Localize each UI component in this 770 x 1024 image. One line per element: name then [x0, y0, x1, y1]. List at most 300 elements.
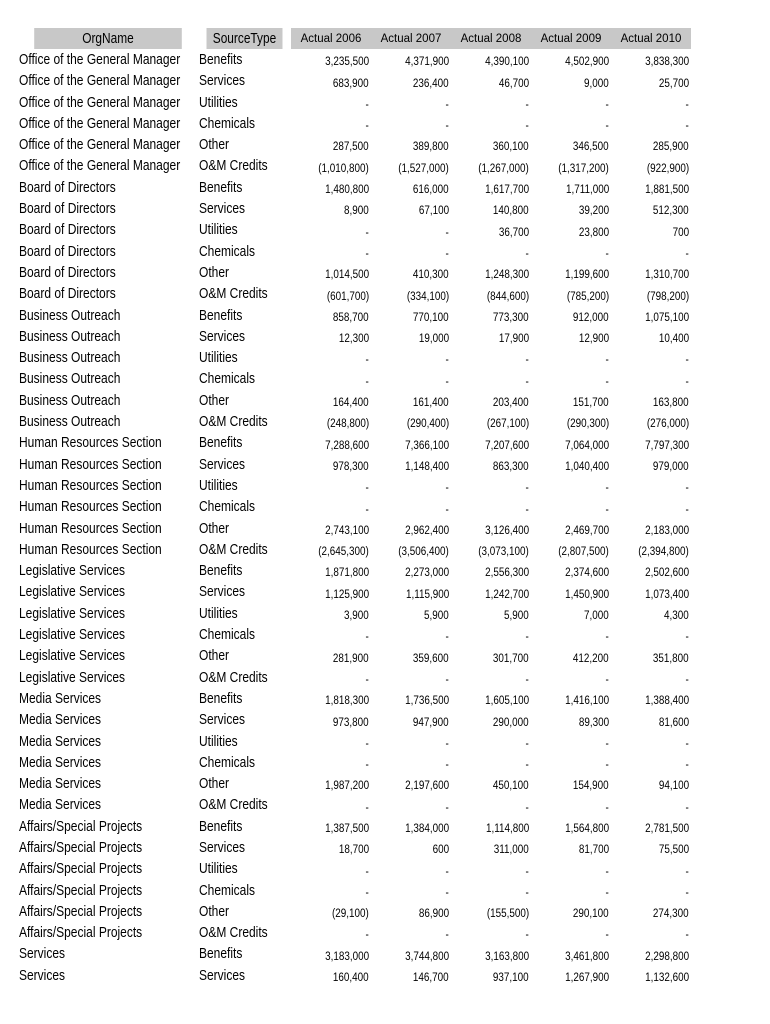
cell-value: Services: [19, 945, 66, 963]
cell-value: -: [685, 737, 689, 750]
actual-2007-cell: [371, 326, 451, 347]
org-name-cell: [18, 411, 198, 432]
cell-value: -: [685, 801, 689, 814]
cell-value: 161,400: [413, 397, 449, 410]
actual-2007-cell: [371, 773, 451, 794]
actual-2010-cell: [611, 709, 691, 730]
actual-2008-cell: [451, 475, 531, 496]
actual-2006-cell: [291, 496, 371, 517]
actual-2006-cell: [291, 943, 371, 964]
cell-value: 290,000: [493, 716, 529, 729]
actual-2008-cell: [451, 49, 531, 70]
cell-value: -: [445, 865, 449, 878]
table-row: [18, 731, 691, 752]
actual-2008-cell: [451, 837, 531, 858]
cell-value: -: [605, 865, 609, 878]
actual-2010-cell: [611, 645, 691, 666]
actual-2009-cell: [531, 177, 611, 198]
actual-2008-cell: [451, 155, 531, 176]
actual-2007-cell: [371, 539, 451, 560]
source-type-cell: [198, 581, 291, 602]
actual-2006-cell: [291, 752, 371, 773]
cell-value: Chemicals: [199, 242, 256, 260]
actual-2008-cell: [451, 134, 531, 155]
actual-2007-cell: [371, 411, 451, 432]
actual-2008-cell: [451, 773, 531, 794]
actual-2009-cell: [531, 70, 611, 91]
actual-2009-cell: [531, 241, 611, 262]
cell-value: -: [365, 673, 369, 686]
actual-2010-cell: [611, 858, 691, 879]
cell-value: 773,300: [493, 311, 529, 324]
cell-value: 1,736,500: [404, 695, 449, 708]
table-header: [18, 28, 691, 49]
cell-value: Human Resources Section: [19, 434, 162, 452]
cell-value: 160,400: [333, 972, 369, 985]
org-name-cell: [18, 368, 198, 389]
cell-value: Utilities: [199, 860, 238, 878]
cell-value: (844,600): [486, 290, 529, 303]
actual-2009-cell: [531, 837, 611, 858]
actual-2010-cell: [611, 518, 691, 539]
actual-2006-cell: [291, 134, 371, 155]
cell-value: -: [365, 503, 369, 516]
cell-value: -: [365, 886, 369, 899]
actual-2008-cell: [451, 581, 531, 602]
actual-2007-cell: [371, 581, 451, 602]
cell-value: Affairs/Special Projects: [19, 924, 143, 942]
cell-value: -: [685, 98, 689, 111]
cell-value: 3,235,500: [324, 56, 369, 69]
source-type-cell: [198, 560, 291, 581]
cell-value: -: [685, 929, 689, 942]
actual-2006-cell: [291, 262, 371, 283]
cell-value: 410,300: [413, 269, 449, 282]
cell-value: 75,500: [658, 844, 689, 857]
actual-2008-cell: [451, 219, 531, 240]
cell-value: (1,317,200): [558, 162, 609, 175]
cell-value: O&M Credits: [199, 796, 268, 814]
table-row: [18, 880, 691, 901]
cell-value: Chemicals: [199, 881, 256, 899]
cell-value: 2,502,600: [644, 567, 689, 580]
cell-value: Utilities: [199, 221, 238, 239]
cell-value: Office of the General Manager: [19, 72, 181, 90]
table-row: [18, 624, 691, 645]
cell-value: Legislative Services: [19, 562, 126, 580]
actual-2010-cell: [611, 560, 691, 581]
cell-value: 450,100: [493, 780, 529, 793]
cell-value: Benefits: [199, 434, 243, 452]
cell-value: O&M Credits: [199, 540, 268, 558]
cell-value: Benefits: [199, 562, 243, 580]
actual-2010-cell: [611, 70, 691, 91]
org-name-cell: [18, 667, 198, 688]
table-row: [18, 155, 691, 176]
cell-value: -: [445, 354, 449, 367]
table-row: [18, 858, 691, 879]
cell-value: 1,040,400: [564, 460, 609, 473]
cell-value: Board of Directors: [19, 285, 116, 303]
actual-2009-cell: [531, 411, 611, 432]
org-name-cell: [18, 539, 198, 560]
actual-2007-cell: [371, 794, 451, 815]
cell-value: Other: [199, 775, 230, 793]
actual-2007-cell: [371, 155, 451, 176]
cell-value: Affairs/Special Projects: [19, 881, 143, 899]
cell-value: 3,461,800: [564, 950, 609, 963]
cell-value: -: [605, 673, 609, 686]
actual-2007-cell: [371, 880, 451, 901]
org-name-cell: [18, 645, 198, 666]
source-type-cell: [198, 688, 291, 709]
actual-2006-cell: [291, 688, 371, 709]
actual-2007-cell: [371, 603, 451, 624]
actual-2010-cell: [611, 155, 691, 176]
cell-value: 1,310,700: [644, 269, 689, 282]
source-type-cell: [198, 518, 291, 539]
cell-value: 2,273,000: [404, 567, 449, 580]
cell-value: 10,400: [658, 333, 689, 346]
cell-value: -: [445, 375, 449, 388]
cell-value: Other: [199, 902, 230, 920]
cell-value: 7,207,600: [484, 439, 529, 452]
actual-2008-cell: [451, 70, 531, 91]
cell-value: 912,000: [573, 311, 609, 324]
actual-2008-cell: [451, 901, 531, 922]
cell-value: -: [525, 886, 529, 899]
actual-2009-cell: [531, 368, 611, 389]
cell-value: 858,700: [333, 311, 369, 324]
cell-value: Human Resources Section: [19, 498, 162, 516]
cell-value: -: [365, 482, 369, 495]
source-type-cell: [198, 305, 291, 326]
source-type-cell: [198, 49, 291, 70]
org-name-cell: [18, 390, 198, 411]
cell-value: (2,394,800): [638, 546, 689, 559]
cell-value: 274,300: [653, 908, 689, 921]
cell-value: 4,502,900: [564, 56, 609, 69]
actual-2010-cell: [611, 92, 691, 113]
actual-2007-cell: [371, 560, 451, 581]
org-name-cell: [18, 134, 198, 155]
table-row: [18, 688, 691, 709]
cell-value: 2,298,800: [644, 950, 689, 963]
cell-value: 1,480,800: [324, 184, 369, 197]
actual-2007-cell: [371, 645, 451, 666]
cell-value: Services: [199, 583, 246, 601]
cell-value: 4,390,100: [484, 56, 529, 69]
cell-value: (3,073,100): [478, 546, 529, 559]
cell-value: 8,900: [344, 205, 369, 218]
cell-value: 81,700: [578, 844, 609, 857]
cell-value: 18,700: [338, 844, 369, 857]
actual-2008-cell: [451, 454, 531, 475]
actual-2009-cell: [531, 539, 611, 560]
cell-value: 23,800: [578, 226, 609, 239]
actual-2006-cell: [291, 560, 371, 581]
actual-2009-cell: [531, 475, 611, 496]
cell-value: 1,384,000: [404, 822, 449, 835]
org-name-cell: [18, 92, 198, 113]
cell-value: -: [445, 503, 449, 516]
table-row: [18, 816, 691, 837]
header-sourcetype: SourceType: [206, 28, 282, 49]
cell-value: Utilities: [199, 476, 238, 494]
actual-2009-cell: [531, 752, 611, 773]
cell-value: -: [365, 226, 369, 239]
cell-value: Utilities: [199, 93, 238, 111]
cell-value: -: [525, 482, 529, 495]
cell-value: 46,700: [498, 77, 529, 90]
cell-value: Other: [199, 391, 230, 409]
actual-2010-cell: [611, 880, 691, 901]
actual-2010-cell: [611, 432, 691, 453]
org-name-cell: [18, 943, 198, 964]
cell-value: Utilities: [199, 732, 238, 750]
cell-value: Other: [199, 647, 230, 665]
actual-2007-cell: [371, 347, 451, 368]
header-actual-2008: Actual 2008: [451, 28, 531, 49]
cell-value: Business Outreach: [19, 391, 121, 409]
cell-value: 4,371,900: [404, 56, 449, 69]
table-row: [18, 305, 691, 326]
actual-2008-cell: [451, 539, 531, 560]
cell-value: -: [445, 759, 449, 772]
cell-value: (248,800): [326, 418, 369, 431]
source-type-cell: [198, 411, 291, 432]
actual-2009-cell: [531, 858, 611, 879]
cell-value: (29,100): [332, 908, 369, 921]
source-type-cell: [198, 880, 291, 901]
cell-value: -: [365, 801, 369, 814]
cell-value: Chemicals: [199, 114, 256, 132]
source-type-cell: [198, 624, 291, 645]
actual-2009-cell: [531, 92, 611, 113]
cell-value: -: [365, 631, 369, 644]
source-type-cell: [198, 70, 291, 91]
actual-2006-cell: [291, 858, 371, 879]
actual-2006-cell: [291, 155, 371, 176]
cell-value: (785,200): [566, 290, 609, 303]
actual-2009-cell: [531, 454, 611, 475]
cell-value: -: [365, 120, 369, 133]
actual-2008-cell: [451, 922, 531, 943]
actual-2009-cell: [531, 709, 611, 730]
org-name-cell: [18, 794, 198, 815]
cell-value: -: [525, 865, 529, 878]
cell-value: 39,200: [578, 205, 609, 218]
actual-2010-cell: [611, 198, 691, 219]
cell-value: Legislative Services: [19, 626, 126, 644]
cell-value: -: [605, 631, 609, 644]
cell-value: 12,300: [338, 333, 369, 346]
actual-2007-cell: [371, 943, 451, 964]
actual-2009-cell: [531, 283, 611, 304]
cell-value: (2,645,300): [318, 546, 369, 559]
org-name-cell: [18, 49, 198, 70]
actual-2006-cell: [291, 880, 371, 901]
org-name-cell: [18, 560, 198, 581]
cell-value: 616,000: [413, 184, 449, 197]
actual-2007-cell: [371, 922, 451, 943]
actual-2010-cell: [611, 475, 691, 496]
cell-value: Media Services: [19, 796, 102, 814]
cell-value: 389,800: [413, 141, 449, 154]
cell-value: 973,800: [333, 716, 369, 729]
source-type-cell: [198, 901, 291, 922]
source-type-cell: [198, 752, 291, 773]
actual-2010-cell: [611, 943, 691, 964]
actual-2008-cell: [451, 432, 531, 453]
source-type-cell: [198, 667, 291, 688]
cell-value: -: [365, 865, 369, 878]
source-type-cell: [198, 475, 291, 496]
actual-2010-cell: [611, 794, 691, 815]
actual-2010-cell: [611, 539, 691, 560]
actual-2008-cell: [451, 645, 531, 666]
cell-value: 2,556,300: [484, 567, 529, 580]
org-name-cell: [18, 752, 198, 773]
actual-2008-cell: [451, 624, 531, 645]
cell-value: 36,700: [498, 226, 529, 239]
cell-value: 1,199,600: [564, 269, 609, 282]
header-actual-2006: Actual 2006: [291, 28, 371, 49]
actual-2007-cell: [371, 305, 451, 326]
source-type-cell: [198, 709, 291, 730]
actual-2010-cell: [611, 347, 691, 368]
cell-value: 1,881,500: [644, 184, 689, 197]
table-row: [18, 667, 691, 688]
actual-2010-cell: [611, 581, 691, 602]
cell-value: 154,900: [573, 780, 609, 793]
table-row: [18, 943, 691, 964]
cell-value: Services: [199, 455, 246, 473]
cell-value: 19,000: [418, 333, 449, 346]
table-row: [18, 92, 691, 113]
table-row: [18, 922, 691, 943]
actual-2009-cell: [531, 49, 611, 70]
cell-value: Affairs/Special Projects: [19, 838, 143, 856]
table-row: [18, 603, 691, 624]
cell-value: Affairs/Special Projects: [19, 860, 143, 878]
org-name-cell: [18, 837, 198, 858]
cell-value: -: [525, 737, 529, 750]
cell-value: -: [605, 120, 609, 133]
cell-value: Business Outreach: [19, 370, 121, 388]
cell-value: Services: [199, 200, 246, 218]
actual-2009-cell: [531, 134, 611, 155]
cell-value: 203,400: [493, 397, 529, 410]
cell-value: 2,197,600: [404, 780, 449, 793]
actual-2007-cell: [371, 70, 451, 91]
table-row: [18, 432, 691, 453]
actual-2009-cell: [531, 262, 611, 283]
cell-value: -: [605, 503, 609, 516]
actual-2008-cell: [451, 880, 531, 901]
table-row: [18, 709, 691, 730]
cell-value: -: [685, 759, 689, 772]
cell-value: Chemicals: [199, 498, 256, 516]
org-name-cell: [18, 880, 198, 901]
table-row: [18, 837, 691, 858]
actual-2007-cell: [371, 837, 451, 858]
source-type-cell: [198, 837, 291, 858]
cell-value: 1,987,200: [324, 780, 369, 793]
cell-value: 3,838,300: [644, 56, 689, 69]
actual-2006-cell: [291, 816, 371, 837]
actual-2006-cell: [291, 539, 371, 560]
cell-value: -: [685, 482, 689, 495]
header-actual-2010: Actual 2010: [611, 28, 691, 49]
org-name-cell: [18, 241, 198, 262]
cell-value: Board of Directors: [19, 221, 116, 239]
actual-2010-cell: [611, 901, 691, 922]
cell-value: 2,469,700: [564, 524, 609, 537]
actual-2008-cell: [451, 198, 531, 219]
cell-value: Services: [199, 72, 246, 90]
actual-2009-cell: [531, 581, 611, 602]
actual-2006-cell: [291, 241, 371, 262]
actual-2006-cell: [291, 305, 371, 326]
cell-value: -: [605, 737, 609, 750]
actual-2007-cell: [371, 432, 451, 453]
cell-value: 164,400: [333, 397, 369, 410]
cell-value: -: [445, 673, 449, 686]
cell-value: 17,900: [498, 333, 529, 346]
org-name-cell: [18, 177, 198, 198]
cell-value: (276,000): [646, 418, 689, 431]
cell-value: 1,014,500: [324, 269, 369, 282]
cell-value: -: [445, 631, 449, 644]
cell-value: -: [365, 375, 369, 388]
org-name-cell: [18, 454, 198, 475]
actual-2007-cell: [371, 219, 451, 240]
org-name-cell: [18, 901, 198, 922]
cell-value: 978,300: [333, 460, 369, 473]
actual-2006-cell: [291, 49, 371, 70]
cell-value: Benefits: [199, 306, 243, 324]
cell-value: -: [685, 503, 689, 516]
actual-2009-cell: [531, 794, 611, 815]
actual-2006-cell: [291, 603, 371, 624]
cell-value: 5,900: [504, 610, 529, 623]
cell-value: 1,818,300: [324, 695, 369, 708]
actual-2010-cell: [611, 283, 691, 304]
cell-value: Media Services: [19, 689, 102, 707]
actual-2009-cell: [531, 965, 611, 986]
actual-2006-cell: [291, 177, 371, 198]
table-body: [18, 49, 691, 986]
org-name-cell: [18, 731, 198, 752]
cell-value: -: [685, 673, 689, 686]
actual-2008-cell: [451, 262, 531, 283]
org-name-cell: [18, 347, 198, 368]
cell-value: 1,248,300: [484, 269, 529, 282]
cell-value: Business Outreach: [19, 327, 121, 345]
cell-value: 1,416,100: [564, 695, 609, 708]
cell-value: 7,797,300: [644, 439, 689, 452]
actual-2007-cell: [371, 475, 451, 496]
cell-value: 770,100: [413, 311, 449, 324]
header-actual-2007: Actual 2007: [371, 28, 451, 49]
source-type-cell: [198, 262, 291, 283]
actual-2009-cell: [531, 816, 611, 837]
table-row: [18, 49, 691, 70]
actual-2009-cell: [531, 518, 611, 539]
cell-value: -: [445, 737, 449, 750]
actual-2010-cell: [611, 837, 691, 858]
